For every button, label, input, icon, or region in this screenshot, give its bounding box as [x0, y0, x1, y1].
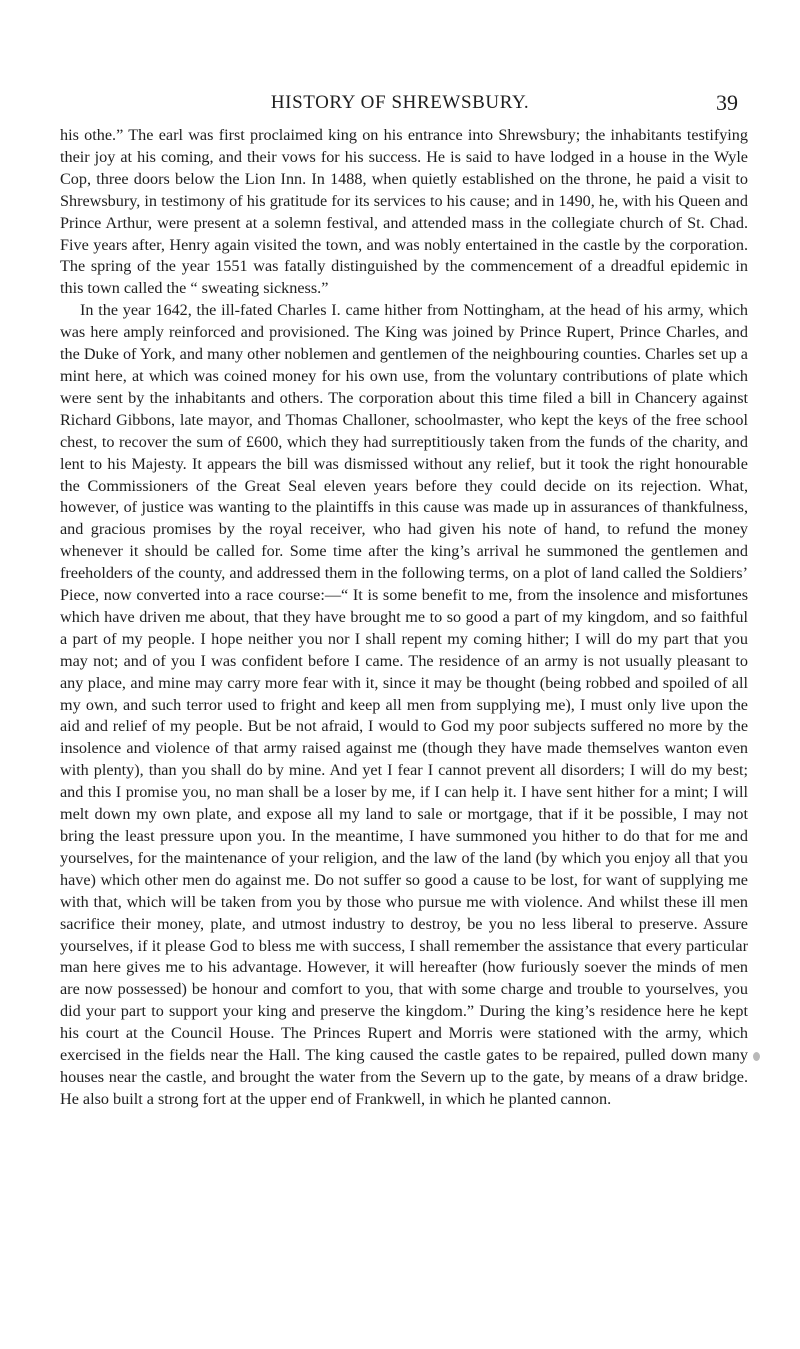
ink-speck: [753, 1052, 760, 1061]
body-text: [60, 125, 748, 1111]
paragraph-charles-i: In the year 1642, the ill-fated Charles I. came hither from Nottingham, at the head of his army, which was here amply reinforced and provisioned. The King was joined by Prince Rupert, Prince Charles, and the Duke of York, and many other noblemen and gentlemen of the neighbouring counties. Charles set up a mint here, at which was coined money for his own use, from the voluntary contributions of plate which were sent by the inhabitants and others. The corporation about this time filed a bill in Chancery against Richard Gibbons, late mayor, and Thomas Challoner, schoolmaster, who kept the keys of the free school chest, to recover the sum of £600, which they had surreptitiously taken from the funds of the charity, and lent to his Majesty. It appears the bill was dismissed without any relief, but it took the right honourable the Commissioners of the Great Seal eleven years before they could decide on its rejection. What, however, of justice was wanting to the plaintiffs in this cause was made up in assurances of thankfulness, and gracious promises by the royal receiver, who had given his note of hand, to refund the money whenever it should be called for. Some time after the king’s arrival he summoned the gentlemen and freeholders of the county, and addressed them in the following terms, on a plot of land called the Soldiers’ Piece, now converted into a race course:—“ It is some benefit to me, from the insolence and misfortunes which have driven me about, that they have brought me to so good a part of my kingdom, and so faithful a part of my people. I hope neither you nor I shall repent my coming hither; I will do my part that you may not; and of you I was confident before I came. The residence of an army is not usually pleasant to any place, and mine may carry more fear with it, since it may be thought (being robbed and spoiled of all my own, and such terror used to fright and keep all men from supplying me), I must only live upon the aid and relief of my people. But be not afraid, I would to God my poor subjects suffered no more by the insolence and violence of that army raised against me (though they have made themselves wanton even with plenty), than you shall do by mine. And yet I fear I cannot prevent all disorders; I will do my best; and this I promise you, no man shall be a loser by me, if I can help it. I have sent hither for a mint; I will melt down my own plate, and expose all my land to sale or mortgage, that if it be possible, I may not bring the least pressure upon you. In the meantime, I have summoned you hither to do that for me and yourselves, for the maintenance of your religion, and the law of the land (by which you enjoy all that you have) which other men do against me. Do not suffer so good a cause to be lost, for want of supplying me with that, which will be taken from you by those who pursue me with violence. And whilst these ill men sacrifice their money, plate, and utmost industry to destroy, be you no less liberal to preserve. Assure yourselves, if it please God to bless me with success, I shall remember the assistance that every particular man here gives me to his advantage. However, it will hereafter (how furiously soever the minds of men are now possessed) be honour and comfort to you, that with some charge and trouble to yourselves, you did your part to support your king and preserve the kingdom.” During the king’s residence here he kept his court at the Council House. The Princes Rupert and Morris were stationed with the army, which exercised in the fields near the Hall. The king caused the castle gates to be repaired, pulled down many houses near the castle, and brought the water from the Severn up to the gate, by means of a draw bridge. He also built a strong fort at the upper end of Frankwell, in which he planted cannon.: [60, 301, 748, 1108]
running-title: HISTORY OF SHREWSBURY.: [270, 92, 530, 113]
page-number: 39: [716, 90, 738, 115]
page-header: [40, 92, 760, 120]
paragraph-henry-vii: his othe.” The earl was first proclaimed king on his entrance into Shrewsbury; the inhabitants testifying their joy at his coming, and their vows for his success. He is said to have lodged in a house in the Wyle Cop, three doors below the Lion Inn. In 1488, when quietly established on the throne, he paid a visit to Shrewsbury, in testimony of his gratitude for its services to his cause; and in 1490, he, with his Queen and Prince Arthur, were present at a solemn festival, and attended mass in the collegiate church of St. Chad. Five years after, Henry again visited the town, and was nobly entertained in the castle by the corporation. The spring of the year 1551 was fatally distinguished by the commencement of a dreadful epidemic in this town called the “ sweating sickness.”: [60, 126, 748, 298]
